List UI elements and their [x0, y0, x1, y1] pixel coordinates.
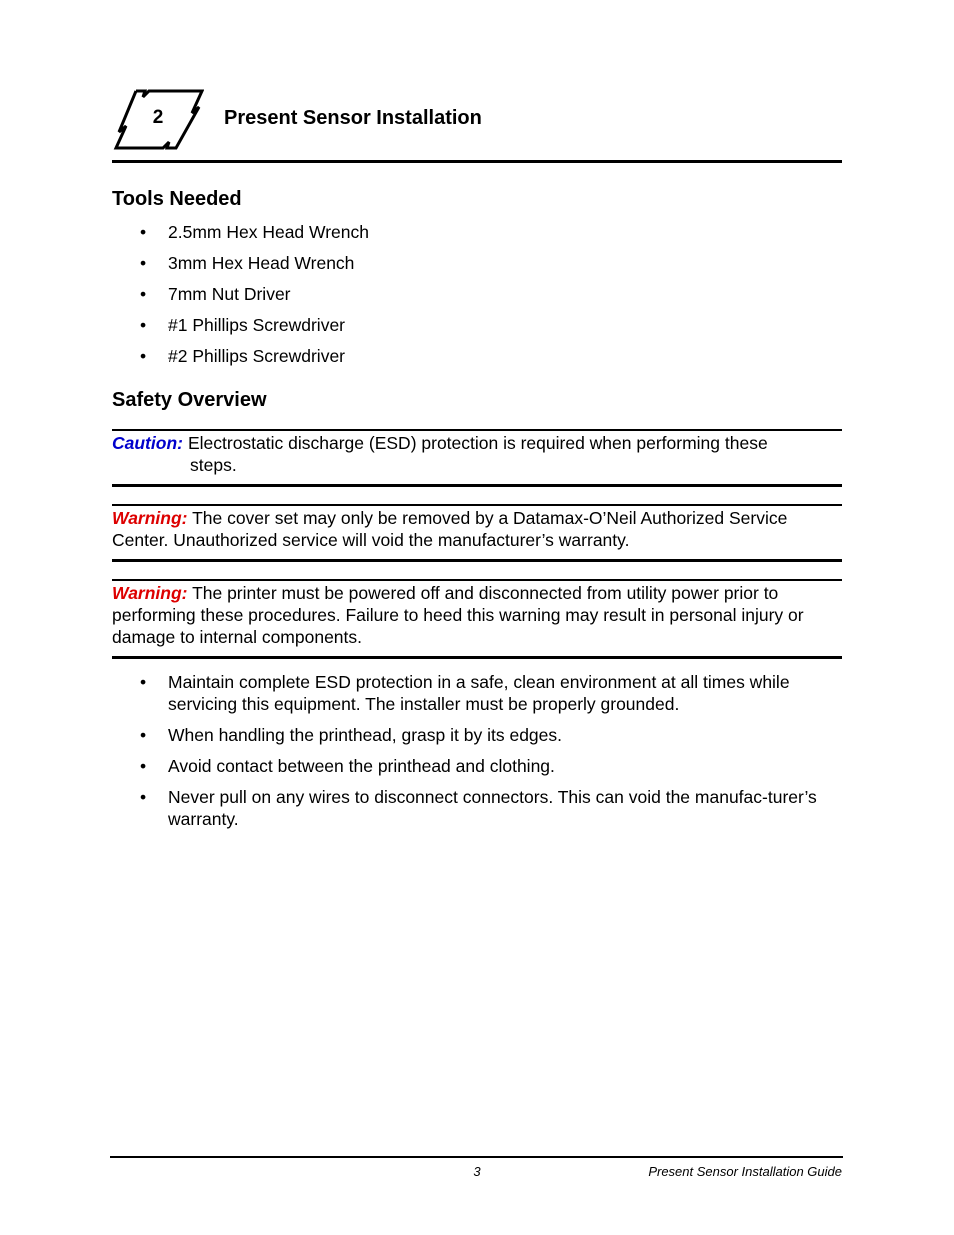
caution-notice: [112, 429, 842, 487]
bullet-marker: •: [140, 672, 147, 692]
warning-text: The printer must be powered off and disconnected from utility power prior to performing these procedures. Failure to heed this warning may result in personal injury or damage to internal components.: [112, 583, 804, 647]
tool-item-text: #1 Phillips Screwdriver: [168, 315, 346, 335]
chapter-divider: [112, 160, 842, 163]
warning-notice-cover: [112, 504, 842, 562]
warning-label: Warning:: [112, 508, 188, 528]
tool-item-text: 2.5mm Hex Head Wrench: [168, 222, 370, 242]
bullet-marker: •: [140, 253, 147, 273]
warning-text: The cover set may only be removed by a Datamax-O’Neil Authorized Service Center. Unauthorized service will void the manufacturer’s warranty.: [112, 508, 788, 550]
list-item: [112, 314, 842, 345]
chapter-number-parallelogram-icon: [112, 88, 204, 152]
tool-item-text: 3mm Hex Head Wrench: [168, 253, 355, 273]
bullet-marker: •: [140, 315, 147, 335]
notice-bottom-rule: [112, 484, 842, 487]
caution-label: Caution:: [112, 433, 183, 453]
chapter-number: 2: [152, 107, 164, 128]
tool-item-text: 7mm Nut Driver: [168, 284, 291, 304]
tools-list: [112, 221, 842, 376]
footer-guide-title: Present Sensor Installation Guide: [648, 1164, 842, 1179]
warning-label: Warning:: [112, 583, 188, 603]
list-item: [112, 345, 842, 376]
chapter-header: [112, 88, 842, 162]
tool-item-text: #2 Phillips Screwdriver: [168, 346, 346, 366]
bullet-marker: •: [140, 756, 147, 776]
tools-heading: Tools Needed: [112, 188, 242, 210]
chapter-title: Present Sensor Installation: [224, 107, 482, 129]
safety-item-text: When handling the printhead, grasp it by its edges.: [168, 725, 562, 745]
list-item: [112, 755, 842, 777]
warning-notice-power: [112, 579, 842, 659]
caution-text-line2: steps.: [190, 455, 237, 475]
caution-text-line1: Electrostatic discharge (ESD) protection is required when performing these: [187, 433, 768, 453]
safety-item-text: Maintain complete ESD protection in a safe, clean environment at all times while servicing this equipment. The installer must be properly grounded.: [168, 672, 790, 714]
list-item: [112, 221, 842, 252]
bullet-marker: •: [140, 787, 147, 807]
bullet-marker: •: [140, 222, 147, 242]
bullet-marker: •: [140, 725, 147, 745]
footer-divider: [110, 1156, 843, 1158]
safety-item-text: Avoid contact between the printhead and clothing.: [168, 756, 555, 776]
document-page: [112, 0, 842, 1235]
notice-bottom-rule: [112, 656, 842, 659]
bullet-marker: •: [140, 346, 147, 366]
list-item: [112, 283, 842, 314]
list-item: [112, 786, 842, 830]
list-item: [112, 252, 842, 283]
bullet-marker: •: [140, 284, 147, 304]
safety-item-text: Never pull on any wires to disconnect connectors. This can void the manufac-turer’s warranty.: [168, 787, 817, 829]
notice-bottom-rule: [112, 559, 842, 562]
safety-heading: Safety Overview: [112, 389, 267, 411]
list-item: [112, 671, 842, 715]
safety-list: [112, 671, 842, 839]
page-number: 3: [473, 1164, 481, 1179]
list-item: [112, 724, 842, 746]
